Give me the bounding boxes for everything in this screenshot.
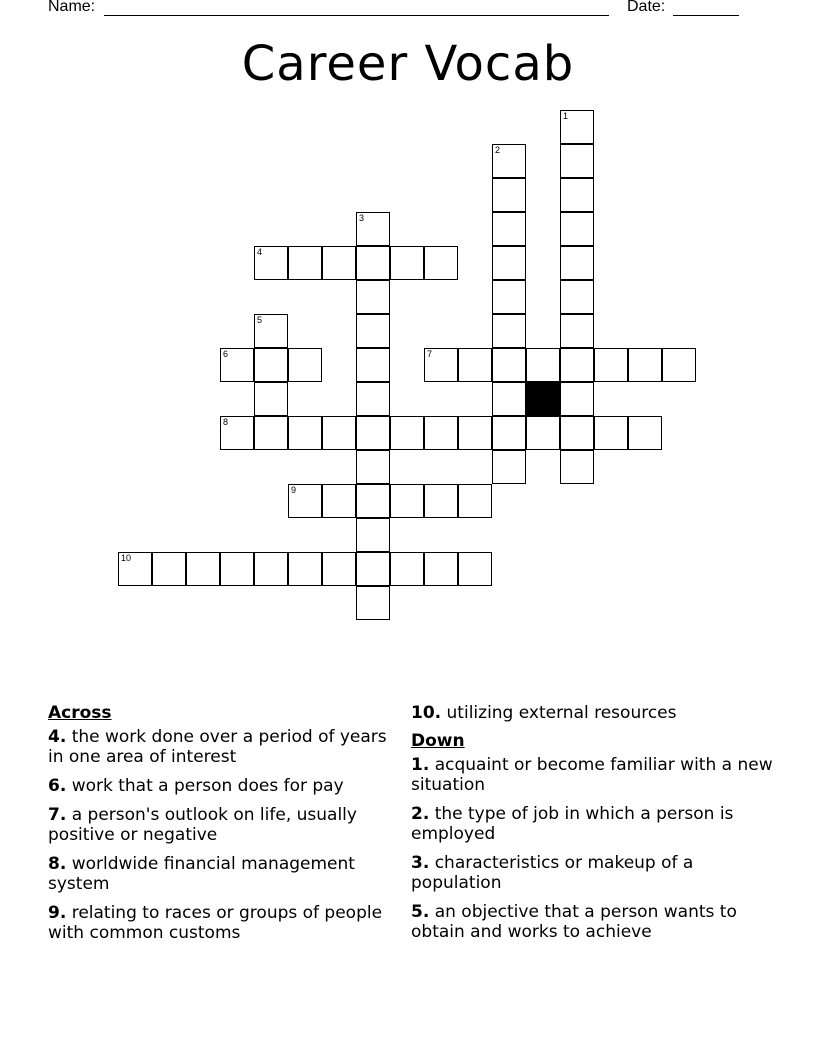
clue-number: 2 (495, 145, 501, 155)
grid-cell[interactable] (424, 246, 458, 280)
grid-cell[interactable] (356, 314, 390, 348)
grid-cell[interactable] (322, 416, 356, 450)
grid-cell[interactable] (186, 552, 220, 586)
clue-across-6: 6. work that a person does for pay (48, 776, 344, 796)
grid-cell[interactable] (492, 450, 526, 484)
clue-number: 1 (563, 111, 569, 121)
grid-cell[interactable] (254, 552, 288, 586)
grid-cell[interactable] (560, 280, 594, 314)
grid-cell[interactable] (594, 416, 628, 450)
grid-cell[interactable] (390, 416, 424, 450)
clue-number: 10 (121, 553, 132, 563)
grid-cell[interactable] (322, 246, 356, 280)
grid-cell[interactable] (458, 484, 492, 518)
grid-cell[interactable] (254, 382, 288, 416)
grid-cell[interactable] (560, 314, 594, 348)
grid-cell[interactable] (492, 280, 526, 314)
grid-cell[interactable] (152, 552, 186, 586)
clue-across-4: 4. the work done over a period of years in one area of interest (48, 727, 387, 767)
grid-cell[interactable] (390, 246, 424, 280)
grid-cell[interactable] (492, 212, 526, 246)
grid-cell[interactable] (458, 416, 492, 450)
right-clue-column (411, 703, 781, 951)
grid-cell[interactable] (526, 348, 560, 382)
clue-across-7: 7. a person's outlook on life, usually positive or negative (48, 805, 357, 845)
clue-down-3: 3. characteristics or makeup of a population (411, 853, 694, 893)
clue-across-9: 9. relating to races or groups of people with common customs (48, 903, 383, 943)
grid-cell[interactable] (458, 552, 492, 586)
grid-cell[interactable] (356, 246, 390, 280)
grid-cell[interactable] (288, 552, 322, 586)
clue-across-10: 10. utilizing external resources (411, 703, 677, 723)
grid-cell[interactable] (322, 552, 356, 586)
clue-down-5: 5. an objective that a person wants to obtain and works to achieve (411, 902, 737, 942)
grid-cell[interactable] (356, 518, 390, 552)
clue-number: 6 (223, 349, 229, 359)
grid-cell[interactable] (492, 416, 526, 450)
grid-cell[interactable] (628, 416, 662, 450)
clue-number: 9 (291, 485, 297, 495)
grid-cell[interactable] (356, 552, 390, 586)
grid-cell[interactable] (288, 246, 322, 280)
grid-cell[interactable] (560, 348, 594, 382)
grid-cell[interactable] (492, 314, 526, 348)
grid-cell[interactable] (560, 450, 594, 484)
clue-down-1: 1. acquaint or become familiar with a new situation (411, 755, 773, 795)
grid-cell[interactable] (288, 416, 322, 450)
grid-cell[interactable] (390, 484, 424, 518)
clue-down-2: 2. the type of job in which a person is employed (411, 804, 734, 844)
grid-cell[interactable] (254, 416, 288, 450)
down-heading: Down (411, 731, 465, 751)
grid-cell[interactable] (560, 246, 594, 280)
across-heading: Across (48, 703, 112, 723)
grid-cell[interactable] (560, 110, 594, 144)
grid-cell[interactable] (356, 586, 390, 620)
grid-cell[interactable] (356, 348, 390, 382)
grid-cell[interactable] (628, 348, 662, 382)
grid-cell[interactable] (492, 382, 526, 416)
grid-cell[interactable] (356, 382, 390, 416)
clue-number: 3 (359, 213, 365, 223)
grid-cell[interactable] (356, 280, 390, 314)
grid-cell[interactable] (220, 416, 254, 450)
grid-cell[interactable] (288, 348, 322, 382)
grid-cell[interactable] (356, 212, 390, 246)
grid-cell[interactable] (254, 314, 288, 348)
black-cell (526, 382, 560, 416)
date-label: Date: (627, 0, 666, 15)
grid-cell[interactable] (356, 450, 390, 484)
page-title: Career Vocab (241, 36, 575, 92)
grid-cell[interactable] (492, 348, 526, 382)
grid-cell[interactable] (118, 552, 152, 586)
grid-cell[interactable] (594, 348, 628, 382)
grid-cell[interactable] (288, 484, 322, 518)
grid-cell[interactable] (424, 416, 458, 450)
grid-cell[interactable] (458, 348, 492, 382)
grid-cell[interactable] (560, 144, 594, 178)
clue-across-8: 8. worldwide financial management system (48, 854, 355, 894)
clue-number: 5 (257, 315, 263, 325)
grid-cell[interactable] (254, 246, 288, 280)
grid-cell[interactable] (356, 416, 390, 450)
grid-cell[interactable] (424, 348, 458, 382)
grid-cell[interactable] (560, 382, 594, 416)
grid-cell[interactable] (526, 416, 560, 450)
grid-cell[interactable] (254, 348, 288, 382)
grid-cell[interactable] (424, 552, 458, 586)
grid-cell[interactable] (560, 178, 594, 212)
name-label: Name: (48, 0, 96, 15)
grid-cell[interactable] (662, 348, 696, 382)
grid-cell[interactable] (220, 348, 254, 382)
grid-cell[interactable] (492, 246, 526, 280)
grid-cell[interactable] (492, 178, 526, 212)
grid-cell[interactable] (424, 484, 458, 518)
grid-cell[interactable] (492, 144, 526, 178)
grid-cell[interactable] (356, 484, 390, 518)
grid-cell[interactable] (220, 552, 254, 586)
grid-cell[interactable] (322, 484, 356, 518)
clue-number: 8 (223, 417, 229, 427)
grid-cell[interactable] (390, 552, 424, 586)
clue-number: 7 (427, 349, 433, 359)
clue-number: 4 (257, 247, 263, 257)
grid-cell[interactable] (560, 212, 594, 246)
across-clues (48, 703, 388, 952)
grid-cell[interactable] (560, 416, 594, 450)
